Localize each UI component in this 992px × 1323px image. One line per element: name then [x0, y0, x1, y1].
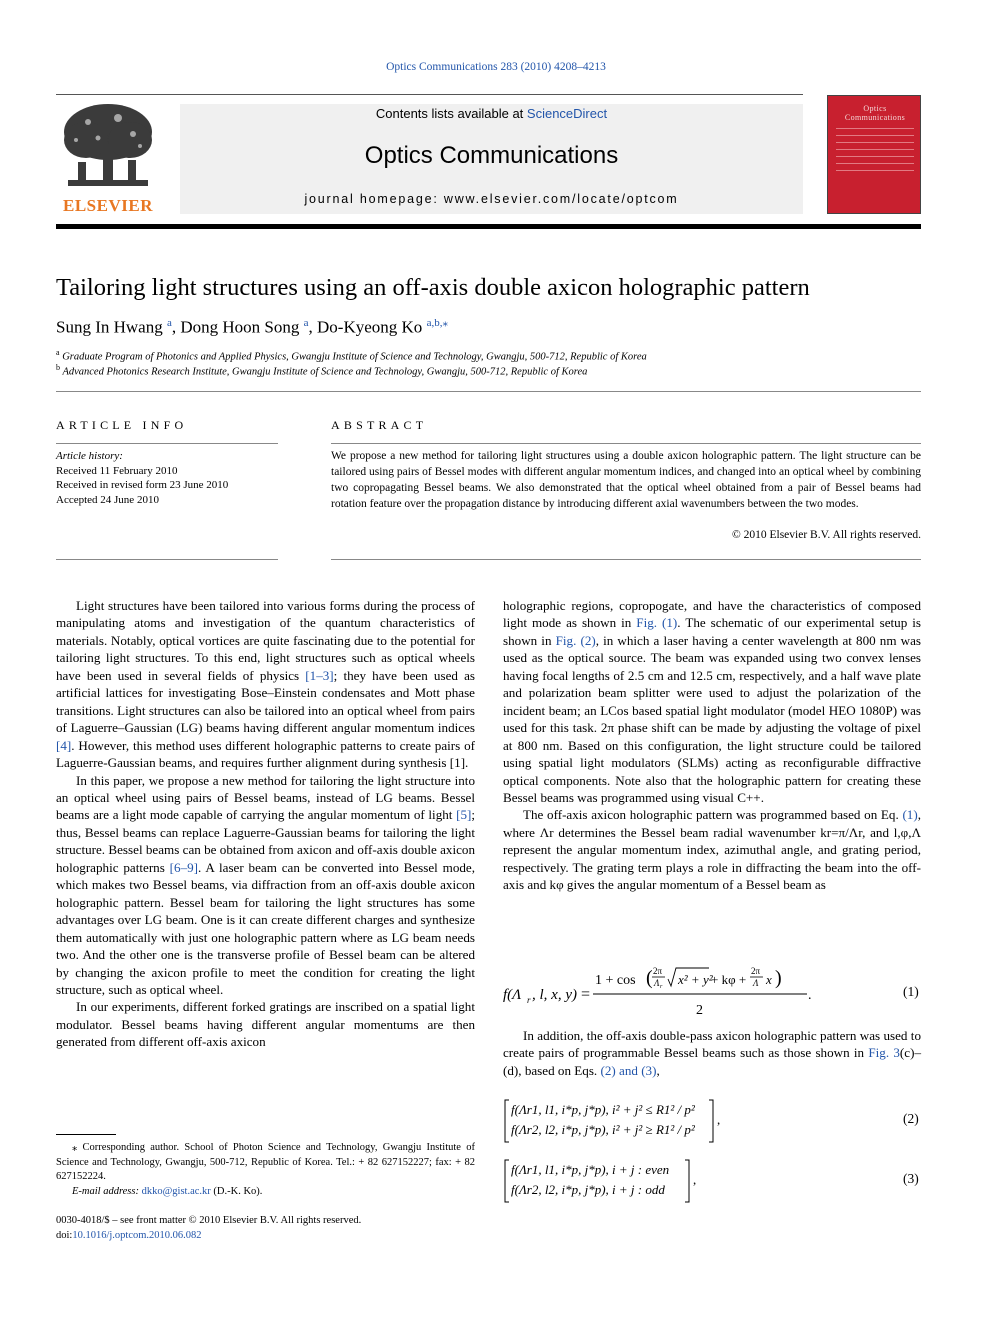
body-column-right-continued: [503, 1027, 921, 1079]
footnote-text: ⁎ Corresponding author. School of Photon Science and Technology, Gwangju Institute of Science and Technology, Gwangju, 500-712, Republic of Korea. Tel.: + 82 627152227; fax: + 82 627152224.: [56, 1142, 475, 1182]
sciencedirect-link[interactable]: ScienceDirect: [526, 106, 608, 121]
revised-date: Received in revised form 23 June 2010: [56, 479, 229, 491]
author-name[interactable]: Sung In Hwang: [56, 317, 163, 337]
svg-text:(: (: [646, 967, 653, 989]
history-label: Article history:: [56, 450, 123, 462]
equation-row: f(Λr2, l2, i*p, j*p), i² + j² ≥ R1² / p²: [511, 1122, 695, 1137]
masthead-top-rule: [56, 94, 803, 95]
article-title: Tailoring light structures using an off-axis double axicon holographic pattern: [56, 274, 810, 301]
affiliation-divider: [56, 391, 921, 392]
svg-text:2π: 2π: [653, 966, 663, 976]
journal-cover-thumbnail[interactable]: [827, 95, 921, 214]
equation-number: (2): [903, 1111, 919, 1126]
body-column-left: [56, 597, 475, 1051]
equation-2: [503, 1098, 763, 1144]
body-paragraph: Light structures have been tailored into various forms during the process of manipulating atoms and investigation of the quantum characteristics of materials. Notably, optical vortices are quite fascinating due to the potential for tailoring light structures. To this end, light structures such as optical wheels have been used in several fields of physics [1–3]; they have been used as artificial lattices for investigating Bose–Einstein condensates and Mott phase transitions. Light structures can also be tailored into an optical wheel from pairs of Laguerre–Gaussian (LG) beams having different angular momentum indices [4]. However, this method uses different holographic patterns to create pairs of Laguerre-Gaussian beams, and requires further alignment during synthesis [1].: [56, 598, 475, 771]
author-name[interactable]: Do-Kyeong Ko: [317, 317, 423, 337]
journal-title: Optics Communications: [364, 142, 619, 169]
elsevier-tree-icon: [58, 100, 158, 194]
body-paragraph: In this paper, we propose a new method for tailoring the light structure into an optical wheel using pairs of Bessel beams, instead of LG beams. Bessel beams are a light mode capable of carrying the angular momentum of light [5]; thus, Bessel beams can replace Laguerre-Gaussian beams for tailoring the light structure. Bessel beams can be obtained from axicon and off-axis double axicon holographic patterns [6–9]. A laser beam can be converted into Bessel mode, which makes two Bessel beams, via diffraction from an off-axis double axicon holographic pattern. Bessel beam for tailoring the light structures has some advantages over LG beam. One is it can create different charges and synthesize them automatically with just one holographic pattern where as LG beam needs two. And the other one is the transverse profile of Bessel beam can be altered by changing the axicon profile to meet the condition for creating the light structure, such as optical wheel.: [56, 772, 475, 997]
body-paragraph: The off-axis axicon holographic pattern was programmed based on Eq. (1), where Λr determines the Bessel beam radial wavenumber kr=π/Λr, and l,φ,Λ represent the angular momentum index, azimuthal angle, and grating period, respectively. The grating term plays a role in diffracting the beam into the off-axis and kφ gives the angular momentum of a Bessel beam as: [503, 807, 921, 893]
svg-text:.: .: [808, 988, 812, 1003]
doi-link[interactable]: 10.1016/j.optcom.2010.06.082: [72, 1229, 202, 1241]
affiliation-marker: a: [56, 348, 60, 357]
svg-text:=: =: [581, 986, 591, 1003]
email-link[interactable]: dkko@gist.ac.kr: [141, 1185, 211, 1197]
svg-text:2π: 2π: [751, 966, 761, 976]
equation-row: f(Λr1, l1, i*p, j*p), i² + j² ≤ R1² / p²: [511, 1102, 695, 1117]
affiliation-text: Advanced Photonics Research Institute, Gwangju Institute of Science and Technology, Gwangju, 500-712, Republic of Korea: [62, 366, 588, 378]
svg-text:r: r: [527, 995, 531, 1005]
svg-text:, l, x, y): , l, x, y): [532, 987, 577, 1003]
doi-line: doi:10.1016/j.optcom.2010.06.082: [56, 1229, 202, 1241]
article-info-bottom-rule: [56, 559, 278, 560]
reference-link[interactable]: [1–3]: [305, 667, 334, 683]
body-paragraph: In addition, the off-axis double-pass axicon holographic pattern was used to create pairs of programmable Bessel beams such as those shown in Fig. 3(c)–(d), based on Eqs. (2) and (3),: [503, 1028, 921, 1078]
affiliation-marker: b: [56, 363, 60, 372]
elsevier-wordmark: ELSEVIER: [63, 196, 153, 215]
svg-text:): ): [775, 967, 782, 989]
equation-3: [503, 1158, 763, 1204]
journal-homepage[interactable]: journal homepage: www.elsevier.com/locate/optcom: [304, 192, 679, 206]
svg-text:,: ,: [693, 1172, 697, 1187]
author-affiliation-marker[interactable]: a: [303, 317, 309, 329]
body-paragraph: In our experiments, different forked gratings are inscribed on a spatial light modulator. Bessel beams having different angular momentums are then generated from different off-axis axicon: [56, 999, 475, 1050]
svg-text:x² + y²: x² + y²: [678, 972, 713, 987]
svg-text:f(Λ: f(Λ: [503, 987, 522, 1003]
abstract-text: We propose a new method for tailoring light structures using a double axicon holographic pattern. The light structure can be tailored using pairs of Bessel modes with different angular momentum indices, and changed into an optical wheel by combining two copropagating Bessel beams. We also demonstrated that the optical wheel obtained from a pair of Bessel beams had rotation feature over the propagation distance by introducing different axial wavenumbers between the two modes.: [331, 450, 921, 510]
author-affiliation-marker[interactable]: a,b,⁎: [426, 317, 448, 329]
reference-link[interactable]: [4]: [56, 737, 72, 753]
body-paragraph: holographic regions, copropogate, and have the characteristics of composed light mode as shown in Fig. (1). The schematic of our experimental setup is shown in Fig. (2), in which a laser having a center wavelength at 800 nm was used as the optical source. The beam was expanded using two convex lenses having focal lengths of 2.5 cm and 12.5 cm, respectively, and a half wave plate and polarization beam splitter were used to adjust the polarization of the incident beam; an LCos based spatial light modulator (model HEO 1080P) was used for this task. 2π phase shift can be made by adjusting the voltage of pixel at 800 nm. Based on this configuration, the light structure could be tailored using spatial light modulators (SLMs) acting as reconfigurable diffractive optical components. Note also that the holographic pattern for creating these Bessel beams was programmed using visual C++.: [503, 598, 921, 805]
svg-text:,: ,: [717, 1112, 721, 1127]
author-list: Sung In Hwang $^a$, Dong Hoon Song $^a$, Do-Kyeong Ko $^{a,b,⁎}$: [56, 317, 448, 337]
contents-prefix: Contents lists available at: [375, 106, 527, 121]
accepted-date: Accepted 24 June 2010: [56, 493, 159, 506]
article-history: [56, 449, 228, 507]
front-matter: [56, 1214, 361, 1243]
cover-title: Optics Communications: [844, 104, 906, 122]
affiliation-text: Graduate Program of Photonics and Applied Physics, Gwangju Institute of Science and Technology, Gwangju, 500-712, Republic of Korea: [62, 351, 647, 363]
article-info-rule: [56, 443, 278, 444]
reference-link[interactable]: [5]: [456, 807, 472, 823]
equation-row: f(Λr2, l2, i*p, j*p), i + j : odd: [511, 1182, 665, 1197]
author-name[interactable]: Dong Hoon Song: [180, 317, 300, 337]
equation-number: (3): [903, 1171, 919, 1186]
equation-row: f(Λr1, l1, i*p, j*p), i + j : even: [511, 1162, 670, 1177]
equation-number: (1): [903, 984, 919, 999]
author-affiliation-marker[interactable]: a: [166, 317, 172, 329]
corresponding-author-footnote: [56, 1141, 475, 1199]
abstract-rule: [331, 443, 921, 444]
svg-text:Λ: Λ: [654, 978, 660, 988]
svg-text:r: r: [660, 984, 663, 990]
svg-text:Λ: Λ: [753, 978, 759, 988]
abstract-copyright: © 2010 Elsevier B.V. All rights reserved.: [732, 529, 921, 541]
equation-link[interactable]: (1): [902, 807, 918, 823]
figure-link[interactable]: Fig. (2): [555, 632, 596, 648]
reference-link[interactable]: [6–9]: [169, 859, 199, 875]
issn-line: 0030-4018/$ – see front matter © 2010 Elsevier B.V. All rights reserved.: [56, 1215, 362, 1226]
svg-text:x: x: [766, 972, 772, 987]
received-date: Received 11 February 2010: [56, 464, 178, 477]
footnote-email: E-mail address: dkko@gist.ac.kr (D.-K. Ko).: [72, 1185, 263, 1197]
equation-1: [503, 962, 833, 1024]
affiliation: [56, 348, 647, 363]
affiliation: [56, 363, 587, 378]
elsevier-logo[interactable]: [56, 100, 160, 214]
header-divider: [56, 224, 921, 229]
figure-link[interactable]: Fig. 3: [868, 1045, 900, 1061]
cover-decoration: [836, 128, 914, 188]
contents-line: [180, 106, 803, 121]
svg-text:+ kφ +: + kφ +: [711, 972, 747, 987]
abstract-bottom-rule: [331, 559, 921, 560]
svg-text:1 + cos: 1 + cos: [595, 973, 636, 988]
svg-text:2: 2: [696, 1003, 703, 1018]
footnote-rule: [56, 1134, 116, 1135]
equation-link[interactable]: (2) and (3): [600, 1062, 657, 1078]
article-info-heading: ARTICLE INFO: [56, 418, 188, 432]
abstract-heading: ABSTRACT: [331, 418, 428, 432]
figure-link[interactable]: Fig. (1): [636, 615, 678, 631]
body-column-right: [503, 597, 921, 894]
journal-citation[interactable]: Optics Communications 283 (2010) 4208–4213: [386, 61, 606, 73]
